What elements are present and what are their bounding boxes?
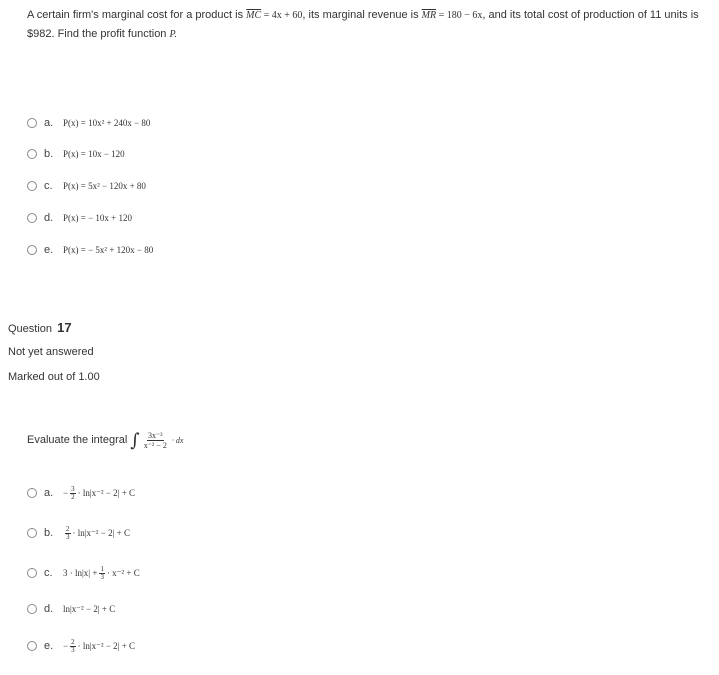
option-letter: d. — [44, 212, 54, 224]
fraction-denominator: 3 — [71, 645, 75, 654]
question-marks: Marked out of 1.00 — [8, 371, 100, 383]
option-rest: · ln|x⁻² − 2| + C — [72, 527, 130, 538]
option-lead: ln|x⁻² − 2| + C — [63, 603, 116, 614]
fraction-numerator: 2 — [71, 637, 75, 646]
question-prompt: Evaluate the integral — [27, 434, 128, 446]
option-letter: e. — [44, 244, 54, 256]
option-rest: · ln|x⁻² − 2| + C — [77, 487, 136, 498]
radio-button[interactable] — [27, 181, 37, 191]
q16-option-b[interactable] — [27, 145, 125, 163]
integrand-denominator: x⁻² − 2 — [143, 440, 167, 450]
mc-expression: = 4x + 60 — [261, 10, 303, 21]
q17-option-b[interactable] — [27, 524, 130, 542]
option-letter: b. — [44, 527, 54, 539]
option-lead: − — [63, 488, 69, 498]
question-text-part: , its marginal revenue is — [302, 9, 419, 21]
option-math: P(x) = 10x − 120 — [63, 149, 125, 159]
option-lead: 3 · ln|x| + — [63, 568, 98, 578]
option-letter: c. — [44, 180, 53, 192]
q16-option-c[interactable] — [27, 177, 146, 195]
fraction-denominator: 2 — [71, 492, 75, 501]
option-math: P(x) = 5x² − 120x + 80 — [63, 181, 146, 191]
question-16-text — [27, 6, 713, 44]
q17-option-c[interactable] — [27, 564, 140, 582]
option-letter: d. — [44, 603, 54, 615]
question-status: Not yet answered — [8, 346, 94, 358]
question-text-part: A certain firm's marginal cost for a product is — [27, 9, 244, 21]
mr-label: $\overline{MR}$ — [421, 10, 437, 21]
fraction-numerator: 1 — [100, 564, 104, 573]
radio-button[interactable] — [27, 118, 37, 128]
radio-button[interactable] — [27, 149, 37, 159]
integrand-numerator: 3x⁻³ — [147, 430, 163, 440]
option-math: P(x) = − 5x² + 120x − 80 — [63, 245, 154, 255]
radio-button[interactable] — [27, 488, 37, 498]
option-rest: · ln|x⁻² − 2| + C — [77, 640, 136, 651]
q16-option-e[interactable] — [27, 241, 153, 259]
option-math: P(x) = 10x² + 240x − 80 — [63, 118, 151, 128]
fraction-denominator: 3 — [66, 532, 70, 541]
q17-option-a[interactable] — [27, 484, 135, 502]
fraction-numerator: 2 — [66, 524, 70, 533]
radio-button[interactable] — [27, 528, 37, 538]
question-number — [8, 320, 72, 335]
mc-label: $\overline{MC}$ — [246, 10, 262, 21]
question-text-part: , and its total cost of production of 11 units is $982. Find the profit function — [27, 9, 699, 40]
radio-button[interactable] — [27, 641, 37, 651]
option-letter: b. — [44, 148, 54, 160]
option-letter: c. — [44, 567, 53, 579]
radio-button[interactable] — [27, 604, 37, 614]
q16-option-a[interactable] — [27, 114, 150, 132]
option-rest: · x⁻² + C — [106, 567, 140, 578]
radio-button[interactable] — [27, 568, 37, 578]
option-letter: e. — [44, 640, 54, 652]
q16-option-d[interactable] — [27, 209, 132, 227]
question-17-text — [27, 425, 183, 455]
integral-sign-icon: ∫ — [130, 429, 140, 451]
option-letter: a. — [44, 117, 54, 129]
option-math: P(x) = − 10x + 120 — [63, 213, 132, 223]
mr-expression: = 180 − 6x — [436, 10, 483, 21]
option-lead: − — [63, 641, 69, 651]
fraction-denominator: 3 — [100, 572, 104, 581]
integrand-dx: · dx — [171, 435, 184, 445]
radio-button[interactable] — [27, 245, 37, 255]
question-label: Question — [8, 323, 53, 335]
q17-option-d[interactable] — [27, 600, 115, 618]
fraction-numerator: 3 — [71, 484, 75, 493]
q17-option-e[interactable] — [27, 637, 135, 655]
option-letter: a. — [44, 487, 54, 499]
question-number-value: 17 — [57, 320, 72, 335]
radio-button[interactable] — [27, 213, 37, 223]
profit-symbol: P. — [169, 29, 177, 40]
